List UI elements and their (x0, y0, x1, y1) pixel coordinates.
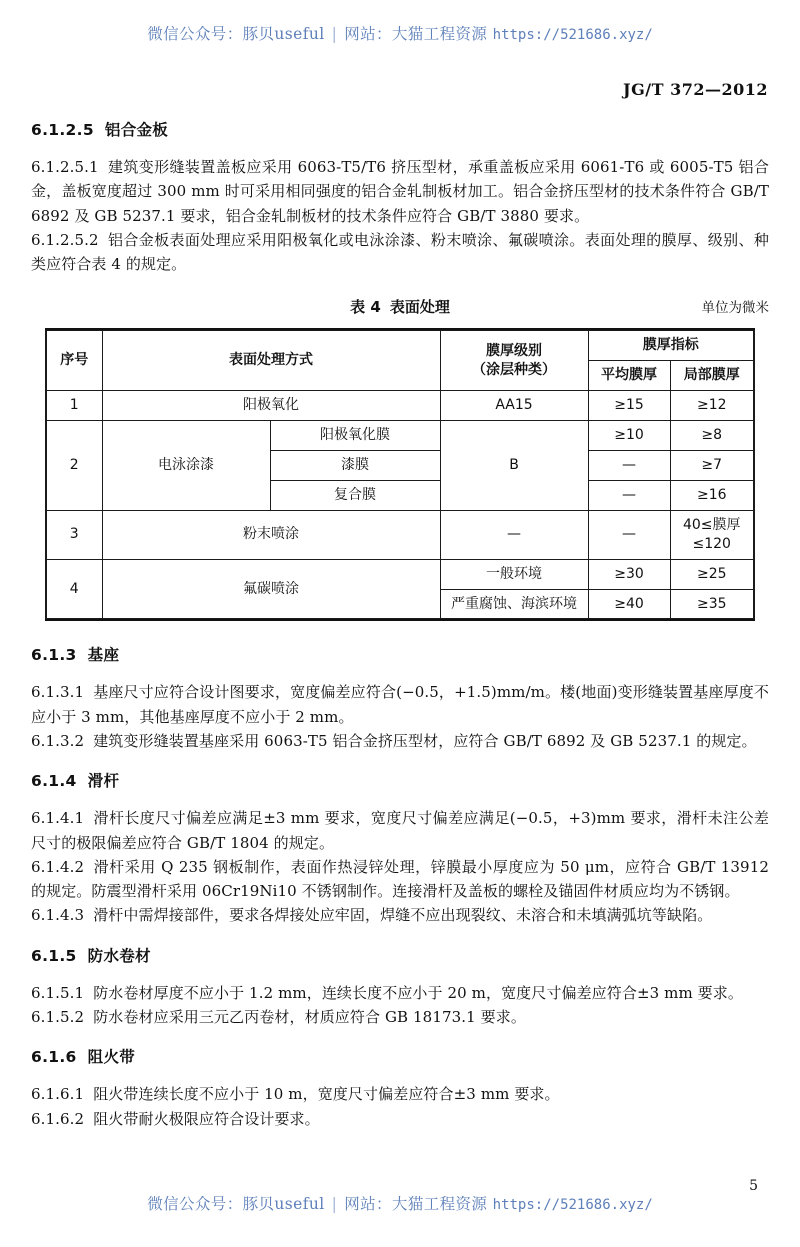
cell-method: 粉末喷涂 (102, 510, 440, 559)
clause-title: 防水卷材 (87, 946, 151, 965)
cell-avg: ≥10 (588, 421, 670, 451)
clause-number: 6.1.6 (31, 1048, 77, 1067)
cell-seq: 2 (46, 421, 102, 511)
watermark-top (0, 22, 800, 44)
paragraph-text: 滑杆采用 Q 235 钢板制作，表面作热浸锌处理，锌膜最小厚度应为 50 μm，应符合 GB/T 13912 的规定。防震型滑杆采用 06Cr19Ni10 不锈钢制作。连接滑杆及盖板的螺栓及锚固件材质应均为不锈钢。 (31, 857, 769, 901)
paragraph-number: 6.1.3.2 (31, 731, 85, 750)
paragraph-number: 6.1.5.1 (31, 983, 85, 1002)
watermark-wechat-label: 微信公众号：豚贝useful (147, 25, 325, 43)
watermark-separator: | (331, 25, 338, 43)
cell-grade: 一般环境 (440, 559, 588, 589)
paragraph-number: 6.1.2.5.2 (31, 230, 99, 249)
cell-avg: — (588, 480, 670, 510)
table-4-wrapper (45, 328, 755, 621)
cell-seq: 3 (46, 510, 102, 559)
table-4 (45, 330, 755, 619)
header-local-thickness: 局部膜厚 (670, 361, 754, 391)
cell-grade: — (440, 510, 588, 559)
clause-title: 滑杆 (87, 772, 120, 791)
paragraph-text: 滑杆长度尺寸偏差应满足±3 mm 要求，宽度尺寸偏差应满足(−0.5，+3)mm 要求，滑杆未注公差尺寸的极限偏差应符合 GB/T 1804 的规定。 (31, 809, 769, 852)
paragraph-text: 防水卷材应采用三元乙丙卷材，材质应符合 GB 18173.1 要求。 (93, 1008, 526, 1027)
paragraph-text: 阻火带连续长度不应小于 10 m，宽度尺寸偏差应符合±3 mm 要求。 (93, 1085, 560, 1104)
clause-number: 6.1.2.5 (31, 121, 94, 139)
header-index: 膜厚指标 (588, 331, 754, 361)
clause-number: 6.1.5 (31, 946, 77, 965)
paragraph-text: 建筑变形缝装置基座采用 6063-T5 铝合金挤压型材，应符合 GB/T 6892 及 GB 5237.1 的规定。 (93, 731, 757, 750)
cell-avg: — (588, 451, 670, 481)
cell-avg: ≥15 (588, 391, 670, 421)
page-number: 5 (749, 1178, 758, 1194)
header-method: 表面处理方式 (102, 331, 440, 391)
paragraph-6-1-4-1 (31, 806, 769, 855)
clause-heading-6-1-2-5 (31, 118, 769, 140)
paragraph-number: 6.1.5.2 (31, 1008, 85, 1027)
cell-method: 电泳涂漆 (102, 421, 270, 511)
table-caption-number: 表 4 (350, 298, 381, 317)
paragraph-text: 阻火带耐火极限应符合设计要求。 (93, 1109, 320, 1128)
paragraph-6-1-3-2 (31, 729, 769, 753)
cell-seq: 4 (46, 559, 102, 619)
cell-avg: ≥30 (588, 559, 670, 589)
header-grade-sub: （涂层种类） (472, 361, 556, 378)
paragraph-text: 建筑变形缝装置盖板应采用 6063-T5/T6 挤压型材，承重盖板应采用 6061-T6 或 6005-T5 铝合金，盖板宽度超过 300 mm 时可采用相同强度的铝合金轧制板材加工。铝合金挤压型材的技术条件符合 GB/T 6892 及 GB 5237.1 要求，铝合金轧制板材的技术条件应符合 GB/T 3880 要求。 (31, 158, 769, 225)
watermark-url: https://521686.xyz/ (492, 1197, 653, 1213)
paragraph-text: 防水卷材厚度不应小于 1.2 mm，连续长度不应小于 20 m，宽度尺寸偏差应符合±3 mm 要求。 (93, 983, 743, 1002)
cell-local: 40≤膜厚≤120 (670, 510, 754, 559)
cell-local: ≥25 (670, 559, 754, 589)
paragraph-number: 6.1.3.1 (31, 683, 85, 702)
cell-avg: — (588, 510, 670, 559)
cell-seq: 1 (46, 391, 102, 421)
clause-heading-6-1-5 (31, 944, 769, 966)
paragraph-6-1-2-5-1 (31, 155, 769, 228)
header-avg-thickness: 平均膜厚 (588, 361, 670, 391)
clause-heading-6-1-4 (31, 769, 769, 791)
header-grade (440, 331, 588, 391)
cell-local: ≥35 (670, 589, 754, 619)
paragraph-number: 6.1.4.1 (31, 809, 85, 828)
table-4-block (31, 296, 769, 621)
cell-local: ≥8 (670, 421, 754, 451)
paragraph-6-1-5-2 (31, 1005, 769, 1029)
clause-number: 6.1.4 (31, 772, 77, 791)
cell-local: ≥12 (670, 391, 754, 421)
table-header-row-1 (46, 331, 754, 361)
table-row (46, 391, 754, 421)
table-row (46, 421, 754, 451)
cell-local: ≥16 (670, 480, 754, 510)
watermark-url: https://521686.xyz/ (492, 27, 653, 43)
clause-heading-6-1-6 (31, 1045, 769, 1067)
watermark-wechat-label: 微信公众号：豚贝useful (147, 1195, 325, 1213)
paragraph-text: 滑杆中需焊接部件，要求各焊接处应牢固，焊缝不应出现裂纹、未溶合和未填满弧坑等缺陷。 (93, 906, 713, 925)
watermark-site-label: 网站：大猫工程资源 (344, 1195, 488, 1213)
cell-sub-method: 漆膜 (270, 451, 440, 481)
clause-title: 铝合金板 (104, 121, 169, 139)
clause-title: 基座 (87, 646, 120, 665)
clause-heading-6-1-3 (31, 643, 769, 665)
cell-grade: AA15 (440, 391, 588, 421)
paragraph-number: 6.1.2.5.1 (31, 158, 99, 176)
standard-code: JG/T 372—2012 (623, 80, 768, 99)
table-row (46, 559, 754, 589)
clause-number: 6.1.3 (31, 646, 77, 665)
paragraph-text: 基座尺寸应符合设计图要求，宽度偏差应符合(−0.5，+1.5)mm/m。楼(地面)变形缝装置基座厚度不应小于 3 mm，其他基座厚度不应小于 2 mm。 (31, 683, 769, 726)
header-seq: 序号 (46, 331, 102, 391)
clause-title: 阻火带 (87, 1048, 136, 1067)
paragraph-6-1-4-2 (31, 855, 769, 904)
table-caption-title: 表面处理 (389, 298, 450, 317)
watermark-separator: | (331, 1195, 338, 1213)
paragraph-number: 6.1.4.2 (31, 857, 85, 876)
watermark-bottom (0, 1192, 800, 1214)
cell-local: ≥7 (670, 451, 754, 481)
table-row (46, 510, 754, 559)
cell-method: 氟碳喷涂 (102, 559, 440, 619)
cell-method: 阳极氧化 (102, 391, 440, 421)
paragraph-6-1-6-1 (31, 1082, 769, 1106)
paragraph-6-1-4-3 (31, 903, 769, 927)
table-units-note: 单位为微米 (701, 300, 769, 317)
paragraph-number: 6.1.6.1 (31, 1085, 85, 1104)
paragraph-number: 6.1.6.2 (31, 1109, 85, 1128)
cell-grade: 严重腐蚀、海滨环境 (440, 589, 588, 619)
cell-sub-method: 阳极氧化膜 (270, 421, 440, 451)
table-4-caption (31, 296, 769, 317)
document-content (31, 118, 769, 1131)
cell-avg: ≥40 (588, 589, 670, 619)
paragraph-6-1-2-5-2 (31, 228, 769, 277)
paragraph-6-1-5-1 (31, 981, 769, 1005)
cell-sub-method: 复合膜 (270, 480, 440, 510)
paragraph-6-1-3-1 (31, 680, 769, 729)
header-grade-main: 膜厚级别 (486, 342, 542, 359)
watermark-site-label: 网站：大猫工程资源 (344, 25, 488, 43)
paragraph-6-1-6-2 (31, 1107, 769, 1131)
paragraph-text: 铝合金板表面处理应采用阳极氧化或电泳涂漆、粉末喷涂、氟碳喷涂。表面处理的膜厚、级别、种类应符合表 4 的规定。 (31, 230, 769, 274)
paragraph-number: 6.1.4.3 (31, 906, 85, 925)
cell-grade: B (440, 421, 588, 511)
